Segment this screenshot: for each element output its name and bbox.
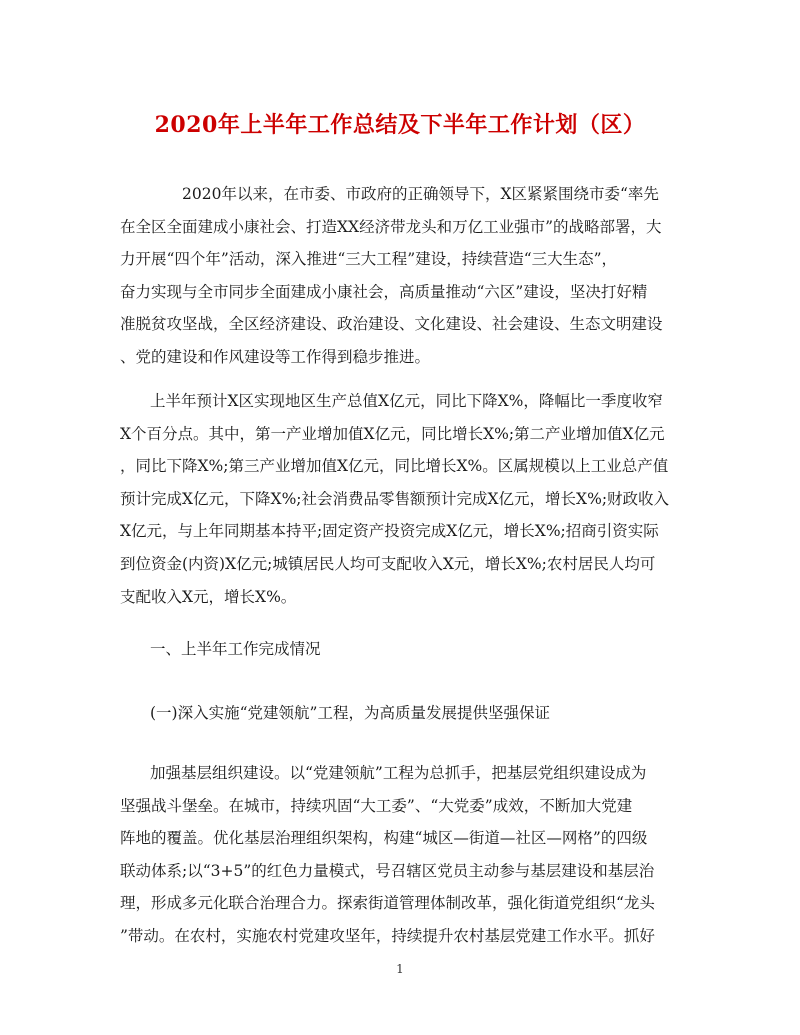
party-line: 阵地的覆盖。优化基层治理组织架构，构建“城区—街道—社区—网格”的四级 — [120, 829, 648, 848]
intro-line: 2020年以来，在市委、市政府的正确领导下，X区紧紧围绕市委“率先 — [182, 185, 659, 203]
economy-line: 上半年预计X区实现地区生产总值X亿元，同比下降X%，降幅比一季度收窄 — [150, 392, 663, 410]
economy-line: 支配收入X元，增长X%。 — [120, 587, 297, 606]
party-line: ”带动。在农村，实施农村党建攻坚年，持续提升农村基层党建工作水平。抓好 — [120, 926, 655, 945]
economy-line: 预计完成X亿元，下降X%;社会消费品零售额预计完成X亿元，增长X%;财政收入 — [120, 489, 670, 508]
party-line: 加强基层组织建设。以“党建领航”工程为总抓手，把基层党组织建设成为 — [150, 764, 647, 782]
party-line: 坚强战斗堡垒。在城市，持续巩固“大工委”、“大党委”成效，不断加大党建 — [120, 796, 633, 815]
economy-paragraph — [120, 385, 680, 613]
party-building-paragraph — [120, 757, 680, 953]
intro-line: 准脱贫攻坚战，全区经济建设、政治建设、文化建设、社会建设、生态文明建设 — [120, 315, 663, 334]
economy-line: 到位资金(内资)X亿元;城镇居民人均可支配收入X元，增长X%;农村居民人均可 — [120, 554, 656, 573]
economy-line: X亿元，与上年同期基本持平;固定资产投资完成X亿元，增长X%;招商引资实际 — [120, 522, 659, 541]
party-line: 联动体系;以“3+5”的红色力量模式，号召辖区党员主动参与基层建设和基层治 — [120, 861, 655, 880]
intro-line: 、党的建设和作风建设等工作得到稳步推进。 — [120, 347, 431, 366]
section-heading: 一、上半年工作完成情况 — [150, 640, 321, 658]
party-line: 理，形成多元化联合治理合力。探索街道管理体制改革，强化街道党组织“龙头 — [120, 894, 655, 913]
intro-line: 在全区全面建成小康社会、打造XX经济带龙头和万亿工业强市”的战略部署，大 — [120, 217, 662, 236]
intro-paragraph — [120, 178, 680, 374]
subsection-heading: (一)深入实施“党建领航”工程，为高质量发展提供坚强保证 — [150, 704, 550, 722]
economy-line: ，同比下降X%;第三产业增加值X亿元，同比增长X%。区属规模以上工业总产值 — [120, 457, 669, 476]
intro-line: 力开展“四个年”活动，深入推进“三大工程”建设，持续营造“三大生态”， — [120, 250, 618, 269]
intro-line: 奋力实现与全市同步全面建成小康社会，高质量推动“六区”建设，坚决打好精 — [120, 282, 648, 301]
economy-line: X个百分点。其中，第一产业增加值X亿元，同比增长X%;第二产业增加值X亿元 — [120, 424, 665, 443]
document-title: 2020年上半年工作总结及下半年工作计划（区） — [154, 112, 646, 138]
page-number: 1 — [396, 962, 404, 976]
